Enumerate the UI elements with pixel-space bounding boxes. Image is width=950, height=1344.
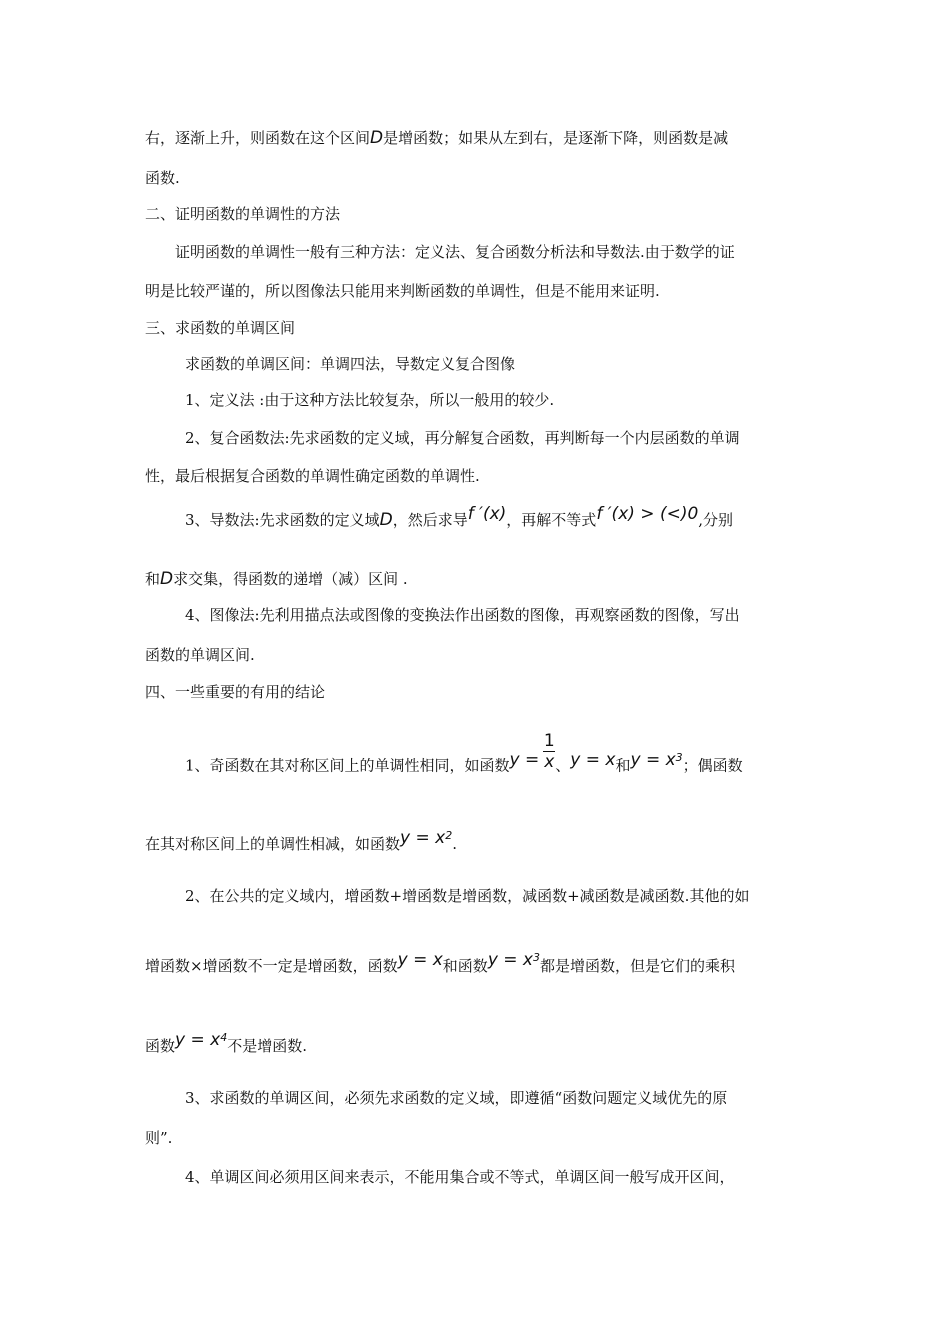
fraction-numerator: 1 xyxy=(543,731,555,751)
paragraph-line xyxy=(145,128,805,148)
text: 2、在公共的定义域内，增函数+增函数是增函数，减函数+减函数是减函数.其他的如 xyxy=(185,887,750,905)
paragraph-line xyxy=(145,645,805,665)
math-D: D xyxy=(379,510,393,530)
heading-text: 二、证明函数的单调性的方法 xyxy=(145,205,341,223)
math-exponent: 2 xyxy=(445,829,453,842)
text: 4、单调区间必须用区间来表示，不能用集合或不等式，单调区间一般写成开区间， xyxy=(185,1168,735,1186)
math-identity: y = x xyxy=(397,950,443,970)
text: 求交集，得函数的递增（减）区间 . xyxy=(173,570,408,588)
math-exponent: 3 xyxy=(675,750,683,764)
text: 1、定义法 :由于这种方法比较复杂，所以一般用的较少. xyxy=(185,391,555,409)
text: 是增函数；如果从左到右，是逐渐下降，则函数是减 xyxy=(383,129,729,147)
math-exponent: 4 xyxy=(220,1031,228,1044)
fraction-denominator: x xyxy=(544,752,555,772)
paragraph-line xyxy=(145,1030,805,1058)
text: 证明函数的单调性一般有三种方法：定义法、复合函数分析法和导数法.由于数学的证 xyxy=(175,243,735,261)
text: 不是增函数. xyxy=(227,1037,307,1055)
math-cube xyxy=(630,750,682,772)
text: 和函数 xyxy=(442,957,488,975)
list-item xyxy=(185,886,805,906)
math-reciprocal xyxy=(509,731,556,785)
text: 4、图像法:先利用描点法或图像的变换法作出函数的图像，再观察函数的图像，写出 xyxy=(185,606,740,624)
text: 和 xyxy=(145,570,161,588)
paragraph-line xyxy=(145,828,805,856)
math-base: y = x xyxy=(630,749,676,770)
text: 增函数不一定是增函数，函数 xyxy=(202,957,398,975)
math-base: y = x xyxy=(487,950,533,970)
text: 函数的单调区间. xyxy=(145,646,255,664)
math-lhs: y = xyxy=(509,749,540,770)
text: ，再解不等式 xyxy=(506,511,597,529)
text: 明是比较严谨的，所以图像法只能用来判断函数的单调性，但是不能用来证明. xyxy=(145,282,660,300)
math-quartic xyxy=(175,1030,227,1052)
list-item xyxy=(185,1088,805,1108)
text: 增函数 xyxy=(145,957,191,975)
fraction xyxy=(543,732,555,771)
list-item xyxy=(185,1167,805,1187)
text: 函数. xyxy=(145,169,180,187)
paragraph-line xyxy=(145,281,805,301)
text: 、 xyxy=(555,756,571,775)
math-square xyxy=(400,828,452,850)
text: ,分别 xyxy=(698,511,734,529)
math-D: D xyxy=(370,128,384,148)
text: 性，最后根据复合函数的单调性确定函数的单调性. xyxy=(145,467,480,485)
text: ；偶函数 xyxy=(682,756,743,775)
text: 2、复合函数法:先求函数的定义域，再分解复合函数，再判断每一个内层函数的单调 xyxy=(185,429,740,447)
text: 则”. xyxy=(145,1129,173,1147)
times-symbol: × xyxy=(190,957,203,975)
text: 在其对称区间上的单调性相减，如函数 xyxy=(145,835,401,853)
text: 1、奇函数在其对称区间上的单调性相同，如函数 xyxy=(185,756,510,775)
text: 函数 xyxy=(145,1037,176,1055)
section-heading-4 xyxy=(145,682,805,702)
math-derivative: f ′(x) xyxy=(467,504,507,524)
math-cube xyxy=(488,950,540,972)
text: 3、导数法:先求函数的定义域 xyxy=(185,511,380,529)
heading-text: 三、求函数的单调区间 xyxy=(145,319,296,337)
list-item xyxy=(185,428,805,448)
math-exponent: 3 xyxy=(533,951,540,964)
paragraph-line xyxy=(145,569,805,589)
section-heading-3 xyxy=(145,318,805,338)
text: 和 xyxy=(615,756,631,775)
list-item xyxy=(185,390,805,410)
math-D: D xyxy=(160,569,174,589)
text: 右，逐渐上升，则函数在这个区间 xyxy=(145,129,371,147)
text: 都是增函数，但是它们的乘积 xyxy=(540,957,736,975)
section-heading-2 xyxy=(145,204,805,224)
list-item xyxy=(185,731,805,785)
paragraph-line xyxy=(145,1128,805,1148)
math-base: y = x xyxy=(400,828,446,848)
paragraph-line xyxy=(185,354,805,374)
list-item xyxy=(185,605,805,625)
paragraph-line xyxy=(145,466,805,486)
text: 求函数的单调区间：单调四法，导数定义复合图像 xyxy=(185,355,516,373)
paragraph-line xyxy=(175,242,805,262)
math-inequality: f ′(x) > (<)0 xyxy=(596,504,699,524)
paragraph-line xyxy=(145,168,805,188)
paragraph-line xyxy=(145,950,805,978)
text: 3、求函数的单调区间，必须先求函数的定义域，即遵循“函数问题定义域优先的原 xyxy=(185,1089,728,1107)
list-item xyxy=(185,504,805,530)
math-identity: y = x xyxy=(570,749,616,770)
text: ，然后求导 xyxy=(392,511,468,529)
text: . xyxy=(452,835,457,853)
math-base: y = x xyxy=(175,1030,221,1050)
heading-text: 四、一些重要的有用的结论 xyxy=(145,683,326,701)
